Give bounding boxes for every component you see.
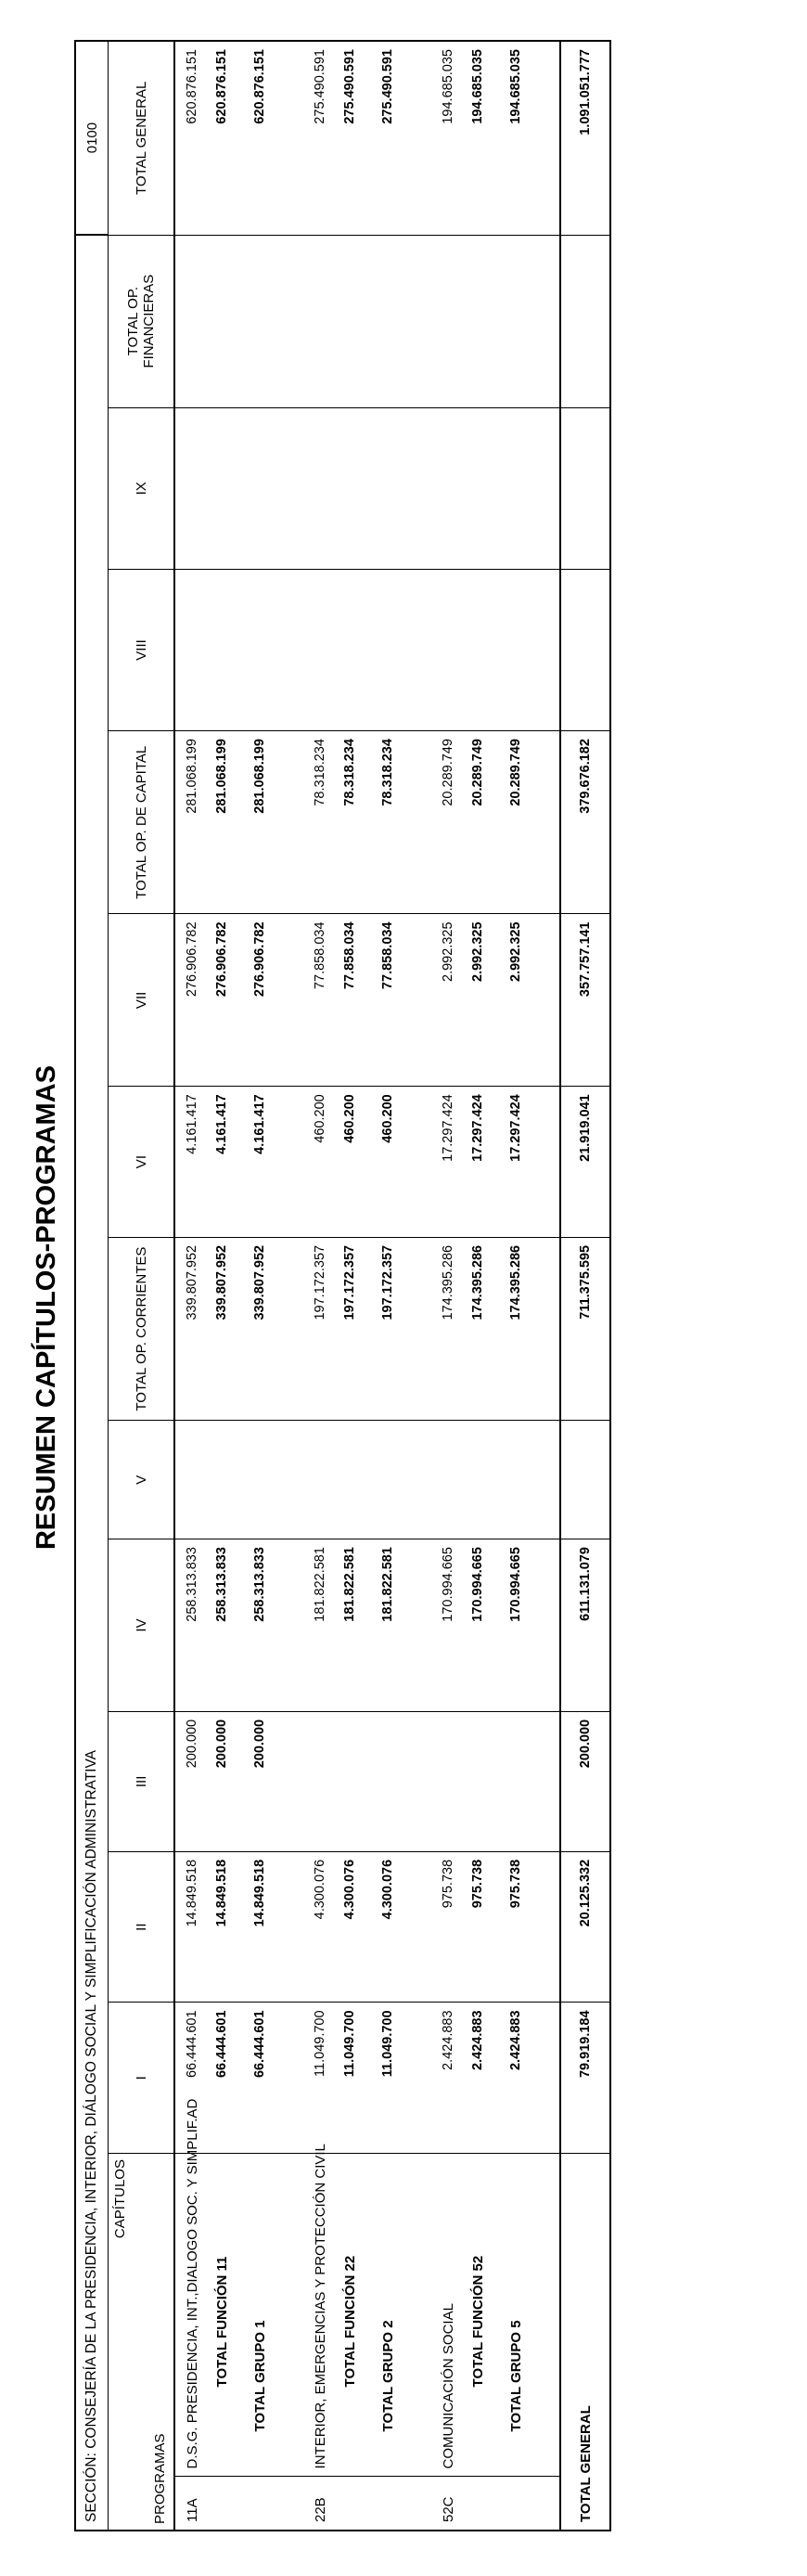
total-value-cell: 357.757.141 <box>560 914 610 1087</box>
value-cell: 174.395.286 <box>431 1237 465 1420</box>
total-general-label: TOTAL GENERAL <box>560 2154 610 2531</box>
total-grupo-row <box>363 41 413 2531</box>
value-cell: 620.876.151 <box>235 41 285 235</box>
header-col-total-op-capital: TOTAL OP. DE CAPITAL <box>109 731 175 914</box>
value-cell: 17.297.424 <box>431 1087 465 1238</box>
value-cell: 276.906.782 <box>209 914 235 1087</box>
program-row <box>303 41 337 2531</box>
value-cell: 4.161.417 <box>235 1087 285 1238</box>
total-grupo-row <box>491 41 541 2531</box>
header-col-vi: VI <box>109 1087 175 1238</box>
total-funcion-row <box>465 41 491 2531</box>
value-cell: 2.424.883 <box>491 2003 541 2154</box>
value-cell: 2.992.325 <box>491 914 541 1087</box>
program-code <box>363 2477 413 2531</box>
program-code <box>235 2477 285 2531</box>
value-cell: 194.685.035 <box>491 41 541 235</box>
value-cell: 258.313.833 <box>174 1539 209 1712</box>
value-cell: 275.490.591 <box>337 41 363 235</box>
value-cell: 197.172.357 <box>363 1237 413 1420</box>
value-cell: 66.444.601 <box>235 2003 285 2154</box>
program-code <box>337 2477 363 2531</box>
value-cell <box>337 1421 363 1539</box>
value-cell: 4.161.417 <box>209 1087 235 1238</box>
program-label: TOTAL FUNCIÓN 22 <box>337 2154 363 2477</box>
program-label: TOTAL GRUPO 1 <box>235 2154 285 2477</box>
total-funcion-row <box>209 41 235 2531</box>
value-cell <box>174 407 209 569</box>
program-code <box>209 2477 235 2531</box>
program-label: TOTAL FUNCIÓN 11 <box>209 2154 235 2477</box>
total-value-cell: 21.919.041 <box>560 1087 610 1238</box>
value-cell: 200.000 <box>235 1711 285 1851</box>
header-col-total-general: TOTAL GENERAL <box>109 41 175 235</box>
value-cell: 339.807.952 <box>209 1237 235 1420</box>
value-cell: 258.313.833 <box>209 1539 235 1712</box>
value-cell <box>303 1421 337 1539</box>
value-cell: 78.318.234 <box>303 731 337 914</box>
total-value-cell <box>560 407 610 569</box>
value-cell: 281.068.199 <box>174 731 209 914</box>
value-cell: 14.849.518 <box>235 1851 285 2003</box>
value-cell: 460.200 <box>363 1087 413 1238</box>
value-cell: 11.049.700 <box>363 2003 413 2154</box>
value-cell <box>235 235 285 407</box>
value-cell: 4.300.076 <box>303 1851 337 2003</box>
total-value-cell <box>560 569 610 730</box>
header-col-iv: IV <box>109 1539 175 1712</box>
value-cell: 200.000 <box>174 1711 209 1851</box>
value-cell: 174.395.286 <box>491 1237 541 1420</box>
value-cell <box>491 1421 541 1539</box>
value-cell <box>209 569 235 730</box>
value-cell: 258.313.833 <box>235 1539 285 1712</box>
value-cell <box>337 407 363 569</box>
value-cell: 4.161.417 <box>174 1087 209 1238</box>
total-value-cell: 711.375.595 <box>560 1237 610 1420</box>
value-cell: 194.685.035 <box>465 41 491 235</box>
programas-label: PROGRAMAS <box>152 2433 168 2524</box>
header-col-v: V <box>109 1421 175 1539</box>
value-cell <box>431 235 465 407</box>
value-cell <box>337 1711 363 1851</box>
spacer-row <box>413 41 431 2531</box>
program-row <box>431 41 465 2531</box>
value-cell: 975.738 <box>431 1851 465 2003</box>
value-cell: 339.807.952 <box>235 1237 285 1420</box>
value-cell: 20.289.749 <box>431 731 465 914</box>
value-cell <box>337 569 363 730</box>
value-cell: 2.424.883 <box>431 2003 465 2154</box>
value-cell: 17.297.424 <box>465 1087 491 1238</box>
header-col-total-op-financieras: TOTAL OP. FINANCIERAS <box>109 235 175 407</box>
value-cell <box>431 1711 465 1851</box>
header-col-vii: VII <box>109 914 175 1087</box>
value-cell: 281.068.199 <box>209 731 235 914</box>
program-code: 52C <box>431 2477 465 2531</box>
value-cell <box>209 235 235 407</box>
program-code: 11A <box>174 2477 209 2531</box>
value-cell <box>491 407 541 569</box>
total-value-cell: 79.919.184 <box>560 2003 610 2154</box>
value-cell: 17.297.424 <box>491 1087 541 1238</box>
value-cell: 170.994.665 <box>491 1539 541 1712</box>
value-cell <box>363 235 413 407</box>
total-general-row <box>560 41 610 2531</box>
value-cell: 4.300.076 <box>337 1851 363 2003</box>
value-cell: 77.858.034 <box>303 914 337 1087</box>
value-cell <box>303 407 337 569</box>
value-cell <box>303 569 337 730</box>
value-cell <box>363 569 413 730</box>
total-funcion-row <box>337 41 363 2531</box>
value-cell <box>465 569 491 730</box>
value-cell <box>303 235 337 407</box>
value-cell: 170.994.665 <box>465 1539 491 1712</box>
total-value-cell: 200.000 <box>560 1711 610 1851</box>
header-col-iii: III <box>109 1711 175 1851</box>
value-cell: 181.822.581 <box>337 1539 363 1712</box>
value-cell <box>491 1711 541 1851</box>
value-cell <box>465 407 491 569</box>
capitulos-programas-table <box>74 40 611 2531</box>
value-cell <box>431 1421 465 1539</box>
value-cell: 194.685.035 <box>431 41 465 235</box>
capitulos-label: CAPÍTULOS <box>112 2159 128 2239</box>
value-cell <box>235 407 285 569</box>
value-cell: 281.068.199 <box>235 731 285 914</box>
value-cell: 14.849.518 <box>209 1851 235 2003</box>
value-cell: 197.172.357 <box>337 1237 363 1420</box>
value-cell: 4.300.076 <box>363 1851 413 2003</box>
value-cell: 181.822.581 <box>363 1539 413 1712</box>
value-cell: 170.994.665 <box>431 1539 465 1712</box>
value-cell: 620.876.151 <box>174 41 209 235</box>
value-cell <box>174 1421 209 1539</box>
value-cell <box>363 1711 413 1851</box>
value-cell: 11.049.700 <box>303 2003 337 2154</box>
header-col-ii: II <box>109 1851 175 2003</box>
header-col-ix: IX <box>109 407 175 569</box>
value-cell: 275.490.591 <box>303 41 337 235</box>
value-cell: 66.444.601 <box>209 2003 235 2154</box>
value-cell <box>363 1421 413 1539</box>
total-value-cell <box>560 235 610 407</box>
program-label: COMUNICACIÓN SOCIAL <box>431 2154 465 2477</box>
value-cell <box>465 1711 491 1851</box>
total-grupo-row <box>235 41 285 2531</box>
value-cell: 275.490.591 <box>363 41 413 235</box>
total-value-cell: 379.676.182 <box>560 731 610 914</box>
program-label: INTERIOR, EMERGENCIAS Y PROTECCIÓN CIVIL <box>303 2154 337 2477</box>
value-cell <box>235 569 285 730</box>
budget-table-container <box>74 40 798 2531</box>
value-cell: 975.738 <box>491 1851 541 2003</box>
value-cell: 77.858.034 <box>363 914 413 1087</box>
program-label: TOTAL GRUPO 5 <box>491 2154 541 2477</box>
program-label: TOTAL GRUPO 2 <box>363 2154 413 2477</box>
total-value-cell: 1.091.051.777 <box>560 41 610 235</box>
value-cell: 2.992.325 <box>465 914 491 1087</box>
value-cell: 11.049.700 <box>337 2003 363 2154</box>
value-cell <box>491 569 541 730</box>
value-cell: 14.849.518 <box>174 1851 209 2003</box>
value-cell: 66.444.601 <box>174 2003 209 2154</box>
value-cell: 460.200 <box>337 1087 363 1238</box>
header-corner <box>109 2154 175 2531</box>
value-cell: 200.000 <box>209 1711 235 1851</box>
section-code: 0100 <box>75 41 109 235</box>
value-cell: 339.807.952 <box>174 1237 209 1420</box>
program-row <box>174 41 209 2531</box>
value-cell: 174.395.286 <box>465 1237 491 1420</box>
value-cell: 2.424.883 <box>465 2003 491 2154</box>
header-col-total-op-corrientes: TOTAL OP. CORRIENTES <box>109 1237 175 1420</box>
value-cell <box>431 569 465 730</box>
value-cell <box>431 407 465 569</box>
value-cell: 77.858.034 <box>337 914 363 1087</box>
section-title: SECCIÓN: CONSEJERÍA DE LA PRESIDENCIA, INTERIOR, DIÁLOGO SOCIAL Y SIMPLIFICACIÓN ADMINISTRATIVA <box>75 235 109 2531</box>
program-code: 22B <box>303 2477 337 2531</box>
value-cell <box>303 1711 337 1851</box>
total-value-cell: 611.131.079 <box>560 1539 610 1712</box>
value-cell: 78.318.234 <box>363 731 413 914</box>
page-title: RESUMEN CAPÍTULOS-PROGRAMAS <box>32 1065 61 1551</box>
value-cell: 975.738 <box>465 1851 491 2003</box>
value-cell: 197.172.357 <box>303 1237 337 1420</box>
value-cell: 620.876.151 <box>209 41 235 235</box>
value-cell <box>174 235 209 407</box>
program-label: D.S.G. PRESIDENCIA, INT.,DIALOGO SOC. Y SIMPLIF.AD <box>174 2154 209 2477</box>
program-code <box>465 2477 491 2531</box>
spacer-row <box>541 41 560 2531</box>
value-cell: 276.906.782 <box>235 914 285 1087</box>
value-cell <box>465 235 491 407</box>
value-cell: 20.289.749 <box>465 731 491 914</box>
value-cell: 20.289.749 <box>491 731 541 914</box>
value-cell <box>465 1421 491 1539</box>
value-cell <box>235 1421 285 1539</box>
value-cell: 276.906.782 <box>174 914 209 1087</box>
header-col-i: I <box>109 2003 175 2154</box>
value-cell: 460.200 <box>303 1087 337 1238</box>
program-label: TOTAL FUNCIÓN 52 <box>465 2154 491 2477</box>
value-cell <box>491 235 541 407</box>
value-cell <box>174 569 209 730</box>
program-code <box>491 2477 541 2531</box>
value-cell <box>363 407 413 569</box>
total-value-cell: 20.125.332 <box>560 1851 610 2003</box>
value-cell <box>209 407 235 569</box>
spacer-row <box>285 41 303 2531</box>
value-cell: 2.992.325 <box>431 914 465 1087</box>
value-cell: 181.822.581 <box>303 1539 337 1712</box>
total-value-cell <box>560 1421 610 1539</box>
value-cell: 78.318.234 <box>337 731 363 914</box>
value-cell <box>209 1421 235 1539</box>
header-col-viii: VIII <box>109 569 175 730</box>
value-cell <box>337 235 363 407</box>
